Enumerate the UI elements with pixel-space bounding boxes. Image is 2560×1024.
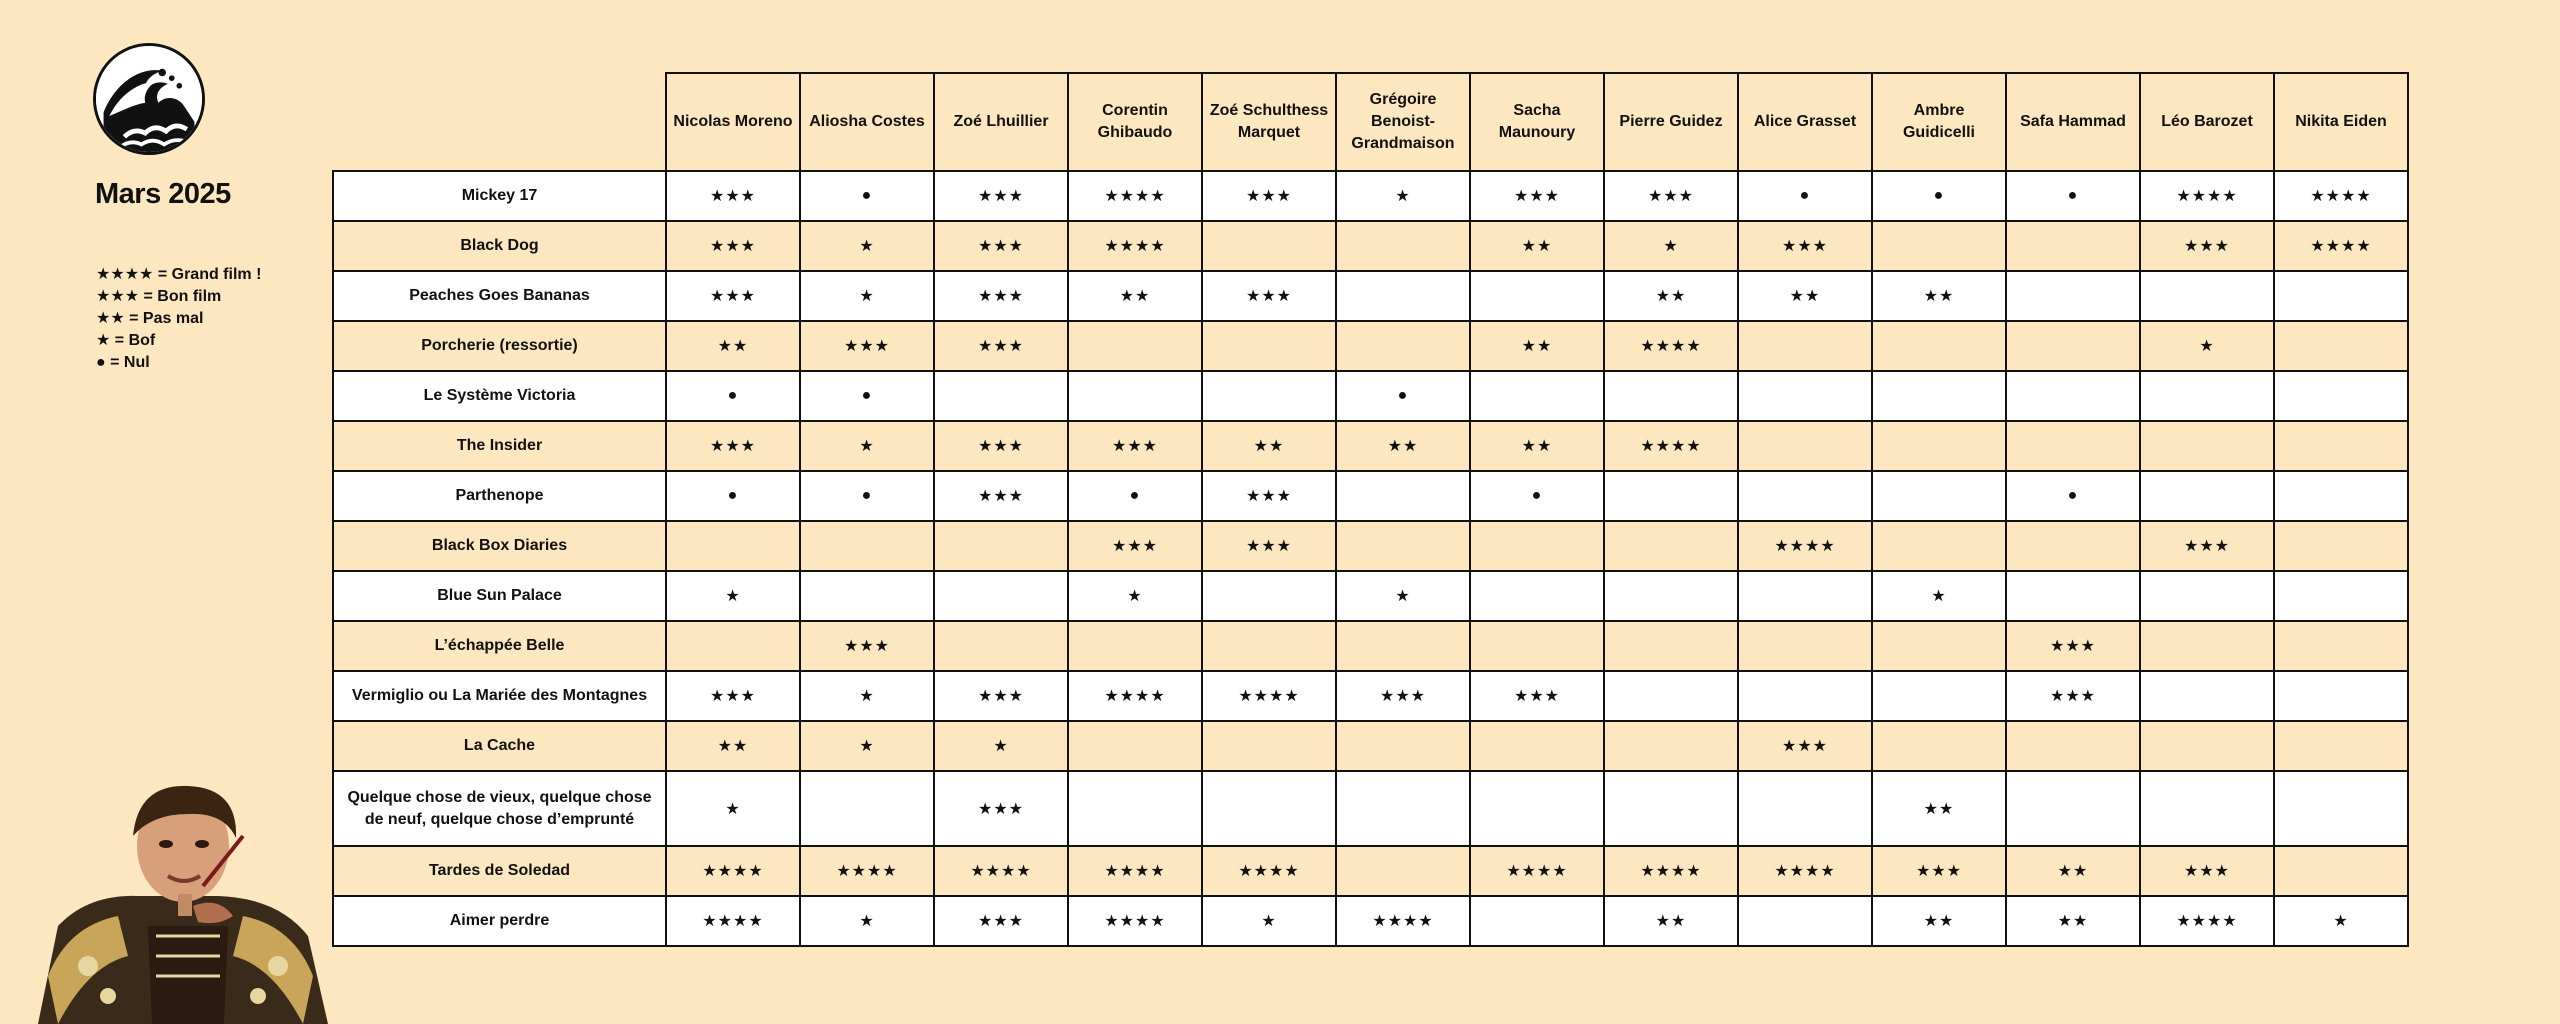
rating-cell: [2140, 571, 2274, 621]
table-corner: [333, 73, 666, 171]
rating-cell: [1336, 271, 1470, 321]
table-row: [333, 421, 2408, 471]
toreador-portrait-icon: [28, 776, 333, 1024]
rating-cell: ●: [666, 471, 800, 521]
rating-cell: ★★★: [1068, 521, 1202, 571]
rating-cell: ★★★★: [800, 846, 934, 896]
rating-cell: ●: [1336, 371, 1470, 421]
rating-cell: ★★: [1872, 271, 2006, 321]
rating-cell: ●: [1068, 471, 1202, 521]
legend-symbol: ★★★: [96, 288, 140, 305]
rating-cell: ★: [800, 671, 934, 721]
table-row: [333, 171, 2408, 221]
rating-cell: [1470, 896, 1604, 946]
critic-header: Léo Barozet: [2140, 73, 2274, 171]
film-title: Aimer perdre: [333, 896, 666, 946]
rating-cell: ★★: [1738, 271, 1872, 321]
rating-cell: ★: [800, 721, 934, 771]
rating-cell: ★★★★: [1068, 896, 1202, 946]
critic-header: Nicolas Moreno: [666, 73, 800, 171]
legend-item-3-stars: [96, 286, 261, 308]
film-title: Vermiglio ou La Mariée des Montagnes: [333, 671, 666, 721]
rating-cell: [1604, 721, 1738, 771]
rating-cell: [1738, 321, 1872, 371]
rating-cell: ★★★: [666, 221, 800, 271]
rating-cell: ★★★: [1068, 421, 1202, 471]
rating-cell: [1872, 221, 2006, 271]
rating-cell: ★★★: [1202, 471, 1336, 521]
film-title: Quelque chose de vieux, quelque chose de neuf, quelque chose d’emprunté: [333, 771, 666, 846]
rating-cell: ●: [800, 371, 934, 421]
rating-cell: [1336, 846, 1470, 896]
film-title: Peaches Goes Bananas: [333, 271, 666, 321]
rating-cell: ★★★: [934, 321, 1068, 371]
rating-cell: ★★★: [1872, 846, 2006, 896]
rating-cell: ★★★★: [1336, 896, 1470, 946]
rating-cell: [2140, 271, 2274, 321]
rating-cell: ★★★★: [2274, 221, 2408, 271]
film-title: Porcherie (ressortie): [333, 321, 666, 371]
rating-cell: ★: [800, 421, 934, 471]
rating-cell: [1872, 471, 2006, 521]
film-title: Black Box Diaries: [333, 521, 666, 571]
rating-cell: [1336, 221, 1470, 271]
rating-cell: ★★★: [934, 896, 1068, 946]
rating-cell: [2006, 321, 2140, 371]
rating-cell: [2140, 371, 2274, 421]
rating-cell: [1068, 771, 1202, 846]
rating-cell: ★★★★: [1068, 846, 1202, 896]
rating-cell: ★★: [1470, 321, 1604, 371]
rating-cell: [1470, 521, 1604, 571]
film-title: L’échappée Belle: [333, 621, 666, 671]
rating-cell: [2274, 371, 2408, 421]
rating-cell: [1202, 571, 1336, 621]
rating-cell: [1202, 621, 1336, 671]
rating-cell: [1738, 471, 1872, 521]
rating-cell: ★★★: [666, 671, 800, 721]
rating-cell: [1604, 471, 1738, 521]
critic-header: Aliosha Costes: [800, 73, 934, 171]
rating-cell: [2006, 771, 2140, 846]
rating-cell: ★★★: [934, 421, 1068, 471]
critic-header: Grégoire Benoist-Grandmaison: [1336, 73, 1470, 171]
rating-cell: ★: [1336, 571, 1470, 621]
rating-cell: ★★★: [1470, 171, 1604, 221]
rating-cell: ★: [1872, 571, 2006, 621]
rating-cell: ★★: [1872, 896, 2006, 946]
rating-cell: ★★: [2006, 896, 2140, 946]
rating-cell: ★: [934, 721, 1068, 771]
rating-cell: [1068, 321, 1202, 371]
rating-cell: ★★★: [934, 471, 1068, 521]
rating-cell: [2274, 471, 2408, 521]
rating-cell: [1336, 621, 1470, 671]
rating-cell: ★★★: [666, 171, 800, 221]
rating-cell: [800, 771, 934, 846]
rating-cell: [1470, 271, 1604, 321]
rating-cell: [2006, 521, 2140, 571]
rating-cell: ★: [2274, 896, 2408, 946]
rating-cell: [1470, 621, 1604, 671]
table-row: [333, 896, 2408, 946]
rating-cell: [2274, 721, 2408, 771]
rating-cell: ★★★: [1738, 721, 1872, 771]
rating-cell: ★★★: [934, 221, 1068, 271]
legend-symbol: ★: [96, 332, 111, 349]
legend-label: = Bon film: [143, 288, 222, 305]
rating-cell: [1336, 321, 1470, 371]
rating-cell: ★★★★: [1604, 321, 1738, 371]
rating-cell: [1470, 371, 1604, 421]
rating-cell: ★★★: [800, 321, 934, 371]
rating-cell: [2006, 271, 2140, 321]
rating-cell: [1068, 621, 1202, 671]
rating-cell: ★: [800, 896, 934, 946]
rating-cell: [2140, 721, 2274, 771]
table-row: [333, 271, 2408, 321]
critic-header: Corentin Ghibaudo: [1068, 73, 1202, 171]
critic-header: Safa Hammad: [2006, 73, 2140, 171]
rating-cell: [2274, 421, 2408, 471]
rating-cell: ★★★★: [1604, 846, 1738, 896]
film-title: Blue Sun Palace: [333, 571, 666, 621]
rating-cell: ★★★★: [2140, 171, 2274, 221]
table-row: [333, 621, 2408, 671]
rating-cell: [1202, 721, 1336, 771]
legend-label: = Grand film !: [157, 266, 262, 283]
rating-cell: ★★: [1336, 421, 1470, 471]
rating-cell: ★★★: [934, 271, 1068, 321]
rating-cell: [2274, 671, 2408, 721]
rating-cell: [1872, 371, 2006, 421]
film-title: Parthenope: [333, 471, 666, 521]
rating-cell: ★: [1336, 171, 1470, 221]
rating-cell: [2140, 621, 2274, 671]
critic-header: Ambre Guidicelli: [1872, 73, 2006, 171]
rating-cell: ★★: [2006, 846, 2140, 896]
film-title: Black Dog: [333, 221, 666, 271]
rating-cell: [2274, 571, 2408, 621]
legend-item-dot: [96, 352, 261, 374]
rating-cell: ★★★★: [1068, 221, 1202, 271]
rating-cell: ★★★: [1202, 271, 1336, 321]
rating-cell: ●: [800, 171, 934, 221]
rating-cell: [1202, 371, 1336, 421]
rating-cell: [1738, 771, 1872, 846]
table-row: [333, 721, 2408, 771]
rating-cell: ★★: [1202, 421, 1336, 471]
rating-cell: [666, 521, 800, 571]
rating-cell: ★★: [1872, 771, 2006, 846]
rating-cell: [2006, 571, 2140, 621]
rating-cell: [2140, 471, 2274, 521]
film-title: Mickey 17: [333, 171, 666, 221]
rating-cell: [2006, 371, 2140, 421]
legend-item-1-star: [96, 330, 261, 352]
rating-cell: [934, 371, 1068, 421]
legend-symbol: ●: [96, 354, 106, 371]
rating-cell: ★★: [666, 321, 800, 371]
rating-cell: ★★★★: [666, 896, 800, 946]
rating-cell: [1604, 521, 1738, 571]
table-row: [333, 846, 2408, 896]
rating-cell: ★★★★: [2140, 896, 2274, 946]
rating-cell: ★: [800, 221, 934, 271]
rating-cell: [2140, 421, 2274, 471]
rating-cell: [1872, 621, 2006, 671]
rating-cell: ★★: [1604, 896, 1738, 946]
rating-cell: [1470, 721, 1604, 771]
rating-cell: [934, 571, 1068, 621]
rating-cell: [1872, 421, 2006, 471]
rating-cell: [1336, 771, 1470, 846]
rating-cell: [1872, 521, 2006, 571]
rating-cell: ★★★★: [2274, 171, 2408, 221]
rating-cell: [1068, 721, 1202, 771]
rating-cell: ★: [666, 771, 800, 846]
rating-cell: ★★★★: [1202, 846, 1336, 896]
legend-label: = Pas mal: [129, 310, 204, 327]
rating-cell: [1872, 321, 2006, 371]
critic-header: Alice Grasset: [1738, 73, 1872, 171]
rating-cell: ★★: [1470, 221, 1604, 271]
table-row: [333, 521, 2408, 571]
table-row: [333, 371, 2408, 421]
legend-symbol: ★★: [96, 310, 125, 327]
rating-cell: [1202, 771, 1336, 846]
film-title: The Insider: [333, 421, 666, 471]
rating-cell: [1336, 721, 1470, 771]
rating-cell: [1336, 471, 1470, 521]
rating-cell: ★★★: [1738, 221, 1872, 271]
rating-cell: ★★★★: [1068, 171, 1202, 221]
rating-cell: [2006, 421, 2140, 471]
rating-cell: ★: [2140, 321, 2274, 371]
rating-cell: [2140, 671, 2274, 721]
rating-cell: ★★★★: [1604, 421, 1738, 471]
rating-cell: [1470, 571, 1604, 621]
rating-cell: [1202, 321, 1336, 371]
table-row: [333, 771, 2408, 846]
rating-cell: [1604, 771, 1738, 846]
critic-header: Zoé Schulthess Marquet: [1202, 73, 1336, 171]
rating-cell: ★★★★: [934, 846, 1068, 896]
film-title: La Cache: [333, 721, 666, 771]
rating-cell: [1604, 571, 1738, 621]
rating-cell: ★★★★: [1738, 521, 1872, 571]
rating-cell: [1738, 896, 1872, 946]
rating-cell: ●: [666, 371, 800, 421]
rating-cell: ★: [666, 571, 800, 621]
rating-cell: ★★★: [1202, 521, 1336, 571]
rating-cell: ★★: [1470, 421, 1604, 471]
rating-cell: [1738, 371, 1872, 421]
rating-cell: ★★★: [2140, 221, 2274, 271]
rating-cell: ★★: [1068, 271, 1202, 321]
rating-cell: [2140, 771, 2274, 846]
legend-label: = Nul: [105, 354, 150, 371]
rating-cell: ★★★: [666, 421, 800, 471]
rating-cell: ★★★: [1202, 171, 1336, 221]
rating-cell: [1604, 621, 1738, 671]
ratings-table: [332, 72, 2409, 947]
rating-cell: ●: [1738, 171, 1872, 221]
rating-cell: [1470, 771, 1604, 846]
rating-cell: ★★★: [934, 171, 1068, 221]
rating-cell: ★★★: [934, 771, 1068, 846]
table-row: [333, 471, 2408, 521]
rating-cell: ★★★: [1470, 671, 1604, 721]
rating-cell: ★★: [1604, 271, 1738, 321]
rating-cell: [2006, 221, 2140, 271]
rating-cell: [1604, 671, 1738, 721]
rating-cell: ★★★★: [1470, 846, 1604, 896]
rating-cell: [2274, 621, 2408, 671]
rating-cell: ★★★★: [666, 846, 800, 896]
rating-cell: [2274, 771, 2408, 846]
rating-cell: ★★★★: [1068, 671, 1202, 721]
critic-header: Nikita Eiden: [2274, 73, 2408, 171]
rating-cell: ★: [1604, 221, 1738, 271]
legend-item-2-stars: [96, 308, 261, 330]
rating-cell: [1738, 621, 1872, 671]
rating-cell: ★★★: [2006, 671, 2140, 721]
rating-cell: ★: [1202, 896, 1336, 946]
rating-cell: [2274, 846, 2408, 896]
legend-label: = Bof: [114, 332, 156, 349]
rating-cell: ★★: [666, 721, 800, 771]
rating-cell: [800, 571, 934, 621]
rating-cell: ●: [2006, 171, 2140, 221]
wave-logo-icon: [93, 43, 205, 155]
table-row: [333, 321, 2408, 371]
rating-cell: ★★★: [1336, 671, 1470, 721]
rating-cell: [934, 621, 1068, 671]
rating-cell: ★★★★: [1738, 846, 1872, 896]
film-title: Tardes de Soledad: [333, 846, 666, 896]
rating-cell: ●: [800, 471, 934, 521]
rating-cell: ●: [1872, 171, 2006, 221]
rating-cell: [1738, 421, 1872, 471]
film-title: Le Système Victoria: [333, 371, 666, 421]
critic-header: Sacha Maunoury: [1470, 73, 1604, 171]
rating-cell: [1872, 671, 2006, 721]
rating-cell: [1738, 671, 1872, 721]
rating-cell: [800, 521, 934, 571]
rating-cell: ★★★: [666, 271, 800, 321]
rating-cell: ★: [800, 271, 934, 321]
critic-header: Pierre Guidez: [1604, 73, 1738, 171]
legend: [96, 264, 261, 374]
page-title: Mars 2025: [95, 178, 231, 210]
rating-cell: [1068, 371, 1202, 421]
rating-cell: [1604, 371, 1738, 421]
legend-symbol: ★★★★: [96, 266, 154, 283]
rating-cell: [2274, 271, 2408, 321]
rating-cell: ★★★: [934, 671, 1068, 721]
table-row: [333, 571, 2408, 621]
rating-cell: ★★★: [2140, 521, 2274, 571]
rating-cell: ●: [1470, 471, 1604, 521]
table-row: [333, 221, 2408, 271]
rating-cell: [2274, 321, 2408, 371]
critic-header: Zoé Lhuillier: [934, 73, 1068, 171]
rating-cell: ●: [2006, 471, 2140, 521]
table-row: [333, 671, 2408, 721]
rating-cell: [1872, 721, 2006, 771]
rating-cell: [1336, 521, 1470, 571]
rating-cell: [1738, 571, 1872, 621]
rating-cell: [1202, 221, 1336, 271]
legend-item-4-stars: [96, 264, 261, 286]
rating-cell: ★★★: [1604, 171, 1738, 221]
rating-cell: [2006, 721, 2140, 771]
rating-cell: ★★★: [2140, 846, 2274, 896]
rating-cell: [2274, 521, 2408, 571]
rating-cell: [934, 521, 1068, 571]
rating-cell: ★★★★: [1202, 671, 1336, 721]
rating-cell: ★★★: [800, 621, 934, 671]
rating-cell: ★: [1068, 571, 1202, 621]
rating-cell: ★★★: [2006, 621, 2140, 671]
rating-cell: [666, 621, 800, 671]
